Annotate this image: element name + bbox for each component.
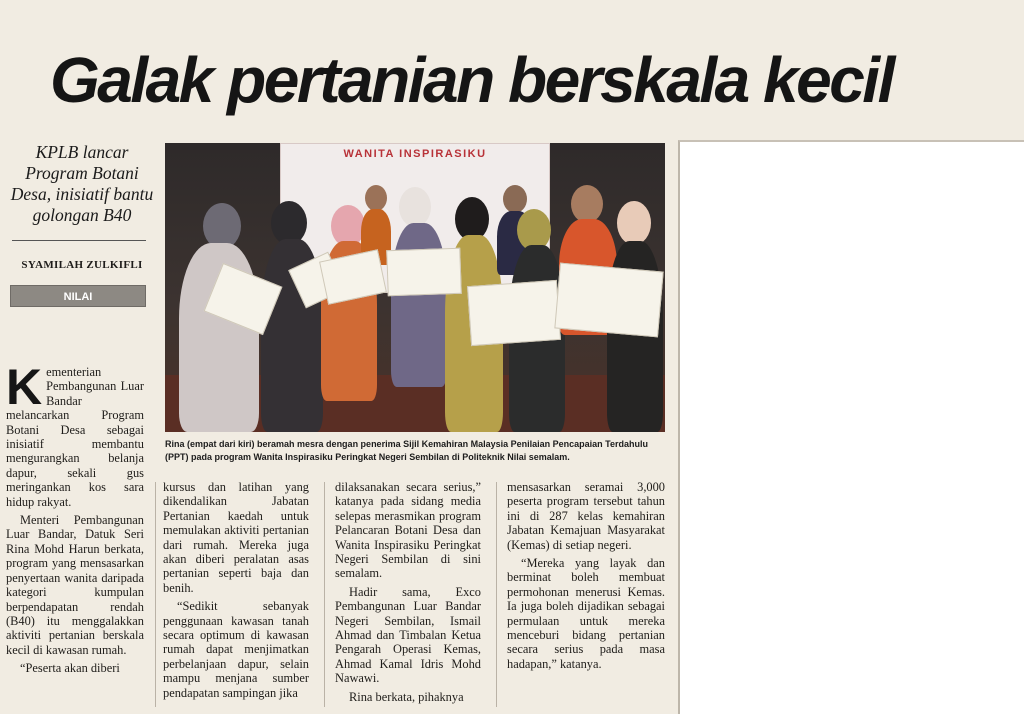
photo-caption: Rina (empat dari kiri) beramah mesra dengan penerima Sijil Kemahiran Malaysia Penilaian Pencapaian Terdahulu (PPT) pada program Wanita Inspirasiku Peringkat Negeri Sembilan di Politeknik Nilai semalam. [165,439,648,462]
paragraph: Hadir sama, Exco Pembangunan Luar Bandar Negeri Sembilan, Ismail Ahmad dan Timbalan Ketua Pengarah Operasi Kemas, Ahmad Kamal Idris Mohd Nawawi. [335,584,481,686]
paragraph: “Mereka yang layak dan berminat boleh membuat permohonan menerusi Kemas. Ia juga boleh dijadikan sebagai permulaan untuk mereka menceburi bidang pertanian secara serius pada masa hadapan,” katanya. [507,556,665,671]
article-column-2 [163,480,309,704]
column-divider [496,482,497,707]
backdrop-banner-text: WANITA INSPIRASIKU [343,148,487,160]
article-column-3 [335,480,481,708]
paragraph: Menteri Pembangunan Luar Bandar, Datuk Seri Rina Mohd Harun berkata, program yang mensasarkan penyertaan wanita daripada kategori kumpulan berpendapatan rendah (B40) itu menggalakkan aktiviti pertanian berskala kecil di kawasan rumah. [6,513,144,657]
headline: Galak pertanian berskala kecil [50,44,893,116]
column-divider [155,482,156,707]
article-column-4 [507,480,665,675]
article-sidebar [8,140,156,307]
column-divider [324,482,325,707]
paragraph: ementerian Pembangunan Luar Bandar melancarkan Program Botani Desa sebagai inisiatif membantu mengurangkan belanja dapur, sekali gus meringankan kos sara hidup rakyat. [6,365,144,509]
divider-rule [12,240,146,241]
paragraph: “Peserta akan diberi [20,661,120,676]
news-photo [165,143,665,432]
paragraph: “Sedikit sebanyak penggunaan kawasan tanah secara optimum di kawasan rumah dapat menjimatkan perbelanjaan dapur, selain mampu menjana sumber pendapatan sampingan jika [163,599,309,700]
paragraph: dilaksanakan secara serius,” katanya pada sidang media selepas merasmikan program Pelancaran Botani Desa dan Wanita Inspirasiku Peringkat Negeri Sembilan di sini semalam. [335,480,481,581]
certificate [554,263,663,338]
paragraph: kursus dan latihan yang dikendalikan Jabatan Pertanian kaedah untuk memulakan aktiviti pertanian dari rumah. Mereka juga akan diberi peralatan asas pertanian seperti baja dan benih. [163,480,309,595]
byline: SYAMILAH ZULKIFLI [21,259,143,271]
paragraph: mensasarkan seramai 3,000 peserta program tersebut tahun ini di 287 kelas kemahiran Jabatan Kemajuan Masyarakat (Kemas) di setiap negeri. [507,480,665,552]
article-column-1 [6,359,144,680]
dropcap: K [6,359,43,415]
location-tag: NILAI [10,285,146,307]
paragraph: Rina berkata, pihaknya [349,689,464,704]
certificate [467,280,561,346]
blank-paper-area [678,140,1024,714]
certificate [386,248,462,297]
subheadline: KPLB lancar Program Botani Desa, inisiatif bantu golongan B40 [10,142,154,225]
